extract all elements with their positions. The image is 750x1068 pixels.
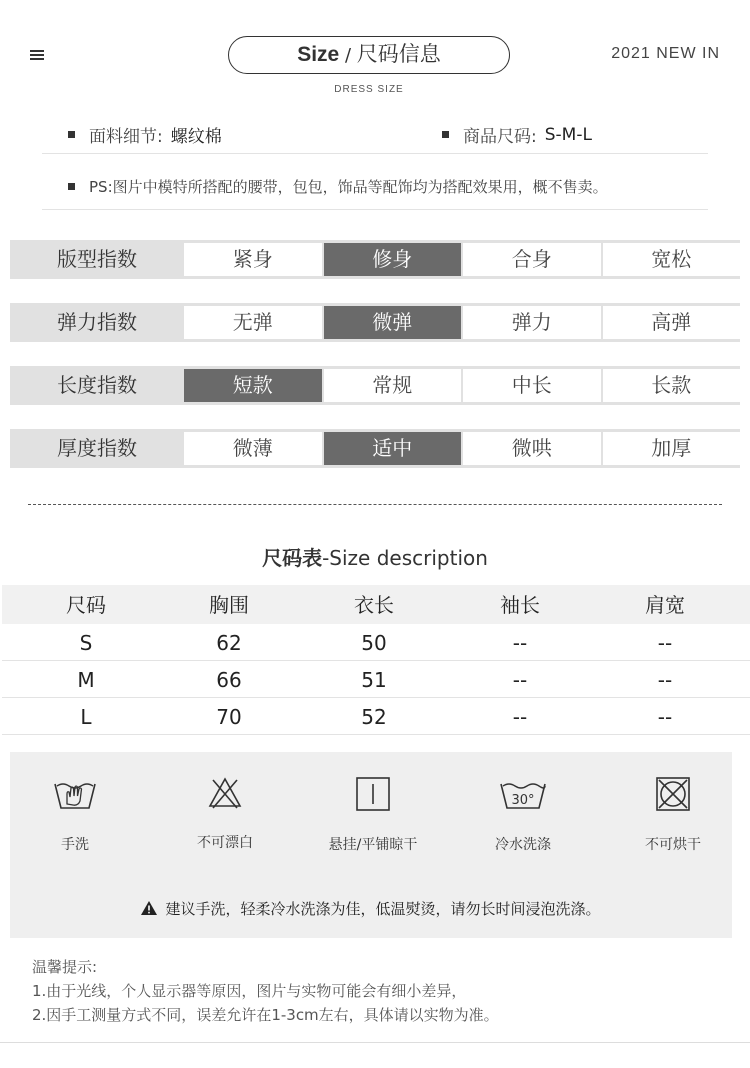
index-option-selected: 短款: [184, 369, 322, 402]
care-item-hang-dry: [308, 776, 438, 854]
cold-wash-30-icon: [499, 776, 547, 812]
care-note: [10, 898, 732, 919]
index-label: 长度指数: [57, 373, 137, 397]
index-option: 弹力: [463, 306, 601, 339]
index-option: 常规: [324, 369, 462, 402]
no-tumble-dry-icon: [655, 776, 691, 812]
index-option: 微哄: [463, 432, 601, 465]
tips: [32, 955, 499, 1027]
tips-title: 温馨提示:: [32, 958, 98, 976]
warning-icon: [141, 901, 157, 915]
wash-temp-label: 30°: [511, 793, 535, 808]
care-label: 手洗: [61, 837, 89, 853]
bottom-divider: [0, 1042, 750, 1043]
size-title-cn: 尺码表: [262, 546, 323, 570]
care-note-text: 建议手洗，轻柔冷水洗涤为佳，低温熨烫，请勿长时间浸泡洗涤。: [165, 900, 601, 918]
size-label: 商品尺码:: [463, 127, 537, 147]
table-cell: --: [512, 668, 528, 692]
tips-line: 2.因手工测量方式不同，误差允许在1-3cm左右，具体请以实物为准。: [32, 1006, 499, 1024]
table-cell: --: [512, 631, 528, 655]
index-option: 高弹: [603, 306, 741, 339]
table-cell: 62: [216, 631, 242, 655]
bullet-icon: [442, 131, 449, 138]
index-label: 版型指数: [57, 247, 137, 271]
header-cell: 尺码: [66, 593, 106, 617]
care-item-cold-wash: [458, 776, 588, 854]
table-cell: 50: [361, 631, 387, 655]
table-cell: --: [512, 705, 528, 729]
index-option: 长款: [603, 369, 741, 402]
page-title: [228, 36, 510, 74]
index-option: 加厚: [603, 432, 741, 465]
size-table-title: [0, 542, 750, 571]
care-item-no-bleach: [160, 776, 290, 852]
table-row: [2, 624, 750, 661]
care-item-hand-wash: [10, 776, 140, 854]
fabric-label: 面料细节:: [89, 127, 163, 147]
table-cell: 51: [361, 668, 387, 692]
index-option: 紧身: [184, 243, 322, 276]
index-label: 厚度指数: [57, 436, 137, 460]
bullet-icon: [68, 183, 75, 190]
table-cell: 66: [216, 668, 242, 692]
table-row: [2, 661, 750, 698]
size-value: S-M-L: [544, 124, 592, 145]
new-in-label: 2021 NEW IN: [611, 45, 720, 62]
page-subtitle: DRESS SIZE: [334, 84, 404, 95]
hang-dry-icon: [355, 776, 391, 812]
care-label: 悬挂/平铺晾干: [328, 837, 418, 853]
index-option: 合身: [463, 243, 601, 276]
no-bleach-icon: [207, 776, 243, 810]
table-row: [2, 698, 750, 735]
size-table-header: [2, 585, 750, 624]
info-row-fabric-size: [42, 118, 708, 154]
index-option: 宽松: [603, 243, 741, 276]
care-label: 冷水洗涤: [495, 837, 551, 853]
table-cell: --: [657, 705, 673, 729]
table-cell: M: [77, 668, 95, 692]
title-separator: /: [339, 45, 357, 66]
index-option-selected: 修身: [324, 243, 462, 276]
index-row-length: [10, 366, 740, 405]
table-cell: --: [657, 668, 673, 692]
size-table: [2, 585, 750, 735]
dashed-divider: [28, 504, 722, 505]
fabric-value: 螺纹棉: [170, 127, 222, 147]
index-label: 弹力指数: [57, 310, 137, 334]
size-title-en: -Size description: [322, 546, 488, 570]
bullet-icon: [68, 131, 75, 138]
index-row-thickness: [10, 429, 740, 468]
header-cell: 袖长: [500, 593, 540, 617]
info-row-ps: [42, 172, 708, 210]
table-cell: --: [657, 631, 673, 655]
table-cell: L: [80, 705, 92, 729]
index-option: 中长: [463, 369, 601, 402]
index-option: 微薄: [184, 432, 322, 465]
care-label: 不可漂白: [197, 835, 253, 851]
care-label: 不可烘干: [645, 837, 701, 853]
table-cell: S: [79, 631, 93, 655]
index-option-selected: 微弹: [324, 306, 462, 339]
care-item-no-tumble-dry: [608, 776, 738, 854]
tips-line: 1.由于光线，个人显示器等原因，图片与实物可能会有细小差异，: [32, 982, 467, 1000]
title-cn: 尺码信息: [356, 42, 441, 66]
table-cell: 70: [216, 705, 242, 729]
index-row-stretch: [10, 303, 740, 342]
hand-wash-icon: [53, 776, 97, 812]
ps-note: PS:图片中模特所搭配的腰带，包包，饰品等配饰均为搭配效果用，概不售卖。: [89, 178, 608, 196]
header-cell: 衣长: [354, 593, 394, 617]
index-option-selected: 适中: [324, 432, 462, 465]
table-cell: 52: [361, 705, 387, 729]
index-row-fit: [10, 240, 740, 279]
header-cell: 胸围: [209, 593, 249, 617]
menu-icon[interactable]: [30, 50, 44, 60]
care-instructions: [10, 752, 732, 938]
index-option: 无弹: [184, 306, 322, 339]
title-en: Size: [297, 43, 340, 66]
header-cell: 肩宽: [645, 593, 685, 617]
